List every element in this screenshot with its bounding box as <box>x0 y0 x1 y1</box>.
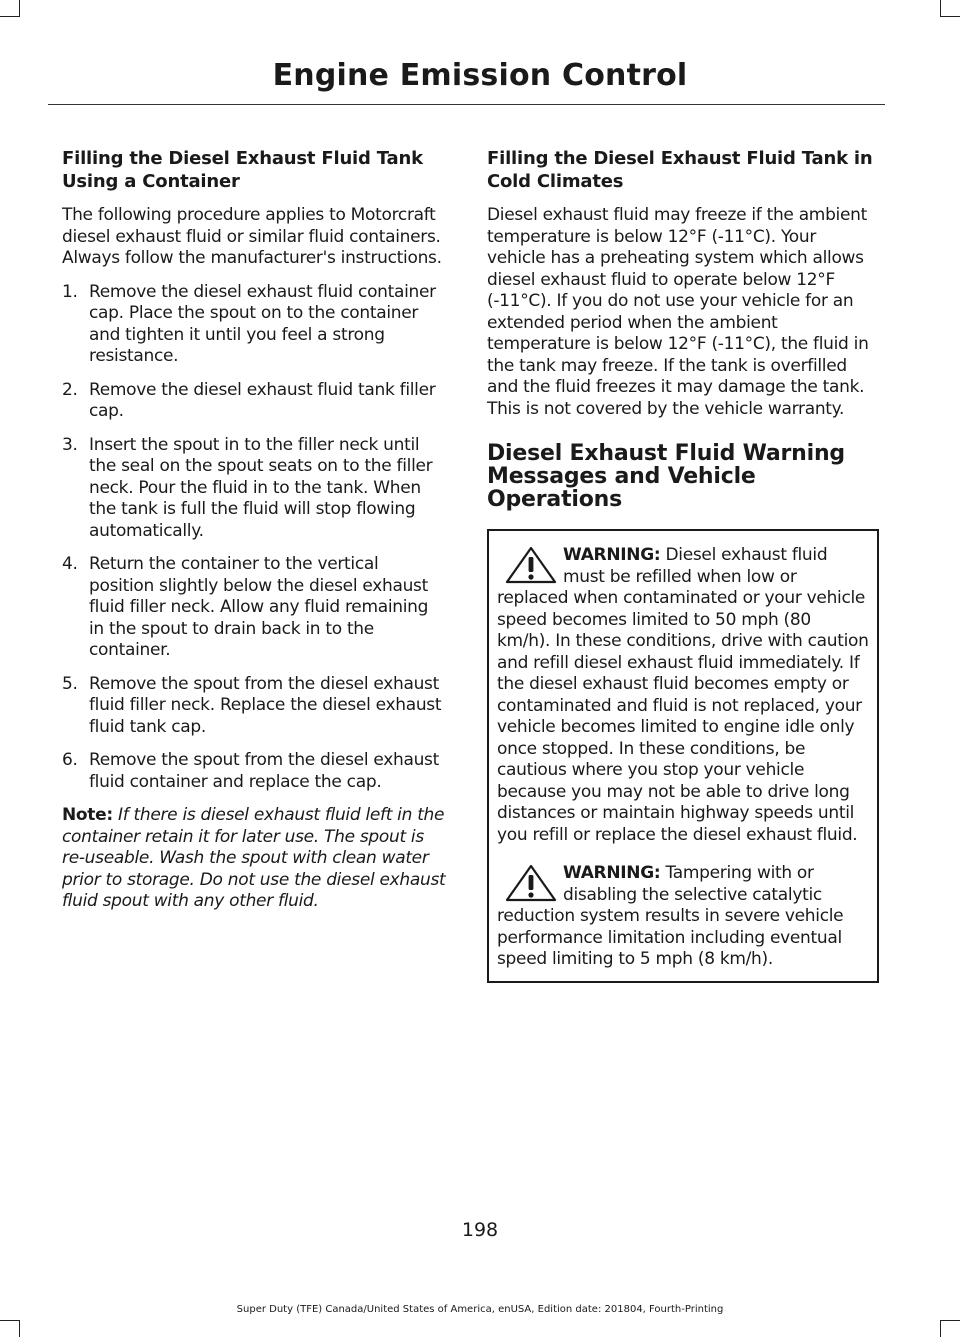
step-number: 2. <box>62 379 78 400</box>
warning-text: Tampering with or disabling the selective catalytic reduction system results in severe vehicle performance limitation including eventual speed limiting to 5 mph (8 km/h). <box>497 863 844 969</box>
step-number: 3. <box>62 434 78 455</box>
step-text: Remove the spout from the diesel exhaust fluid filler neck. Replace the diesel exhaust fluid tank cap. <box>89 673 442 737</box>
warning-label: WARNING: <box>563 545 661 565</box>
crop-mark-bottom-right <box>940 1320 960 1321</box>
step-number: 5. <box>62 673 78 694</box>
list-item <box>62 554 448 662</box>
section-heading: Filling the Diesel Exhaust Fluid Tank in Cold Climates <box>487 148 873 192</box>
step-number: 6. <box>62 750 78 770</box>
crop-mark-top-left <box>19 0 20 17</box>
warning-text: Diesel exhaust fluid must be refilled when low or replaced when contaminated or your vehicle speed becomes limited to 50 mph (80 km/h). In these conditions, drive with caution and refill diesel exhaust fluid immediately. If the diesel exhaust fluid becomes empty or contaminated and fluid is not replaced, your vehicle becomes limited to engine idle only once stopped. In these conditions, be cautious where you stop your vehicle because you may not be able to drive long distances or maintain highway speeds until you refill or replace the diesel exhaust fluid. <box>497 545 869 845</box>
crop-mark-top-right <box>940 0 941 17</box>
crop-mark-bottom-right <box>940 1320 941 1337</box>
crop-mark-top-left <box>0 16 20 17</box>
note-text: If there is diesel exhaust fluid left in the container retain it for later use. The spout is re-useable. Wash the spout with clean water prior to storage. Do not use the diesel exhaust fluid spout with any other fluid. <box>62 805 446 911</box>
crop-mark-bottom-left <box>0 1320 20 1321</box>
right-column <box>487 147 879 983</box>
header-divider <box>48 104 885 105</box>
crop-mark-top-right <box>940 16 960 17</box>
step-text: Remove the diesel exhaust fluid container cap. Place the spout on to the container and tighten it until you feel a strong resistance. <box>89 281 436 366</box>
warning-message <box>497 545 869 846</box>
step-number: 4. <box>62 554 78 574</box>
cold-climate-paragraph: Diesel exhaust fluid may freeze if the ambient temperature is below 12°F (-11°C). Your vehicle has a preheating system which allows diesel exhaust fluid to operate below 12°F (-11°C). If you do not use your vehicle for an extended period when the ambient temperature is below 12°F (-11°C), the fluid in the tank may freeze. If the tank is overfilled and the fluid freezes it may damage the tank. This is not covered by the vehicle warranty. <box>487 205 869 419</box>
list-item <box>62 674 448 739</box>
note-label: Note: <box>62 805 113 825</box>
step-text: Return the container to the vertical position slightly below the diesel exhaust fluid filler neck. Allow any fluid remaining in the spout to drain back in to the container. <box>89 554 429 660</box>
footer-edition-info: Super Duty (TFE) Canada/United States of America, enUSA, Edition date: 201804, Fourth-Printing <box>236 1304 724 1315</box>
step-text: Insert the spout in to the filler neck until the seal on the spout seats on to the filler neck. Pour the fluid in to the tank. When the tank is full the fluid will stop flowing automatically. <box>89 434 433 541</box>
procedure-steps <box>62 282 448 794</box>
step-text: Remove the spout from the diesel exhaust fluid container and replace the cap. <box>89 750 439 792</box>
list-item <box>62 750 448 793</box>
list-item <box>62 435 448 543</box>
page-title: Engine Emission Control <box>272 58 688 93</box>
list-item <box>62 282 448 368</box>
warning-label: WARNING: <box>563 863 661 883</box>
left-column <box>62 147 448 913</box>
step-number: 1. <box>62 281 78 302</box>
note <box>62 805 448 913</box>
warning-message <box>497 863 869 971</box>
crop-mark-bottom-left <box>19 1320 20 1337</box>
warning-triangle-icon <box>503 545 559 585</box>
list-item <box>62 380 448 423</box>
warning-box <box>487 529 879 983</box>
section-heading: Filling the Diesel Exhaust Fluid Tank Using a Container <box>62 148 423 192</box>
intro-paragraph: The following procedure applies to Motorcraft diesel exhaust fluid or similar fluid containers. Always follow the manufacturer's instructions. <box>62 205 442 268</box>
page-number: 198 <box>461 1219 499 1241</box>
warning-triangle-icon <box>503 863 559 903</box>
section-title: Diesel Exhaust Fluid Warning Messages and Vehicle Operations <box>487 441 845 512</box>
step-text: Remove the diesel exhaust fluid tank filler cap. <box>89 379 436 421</box>
